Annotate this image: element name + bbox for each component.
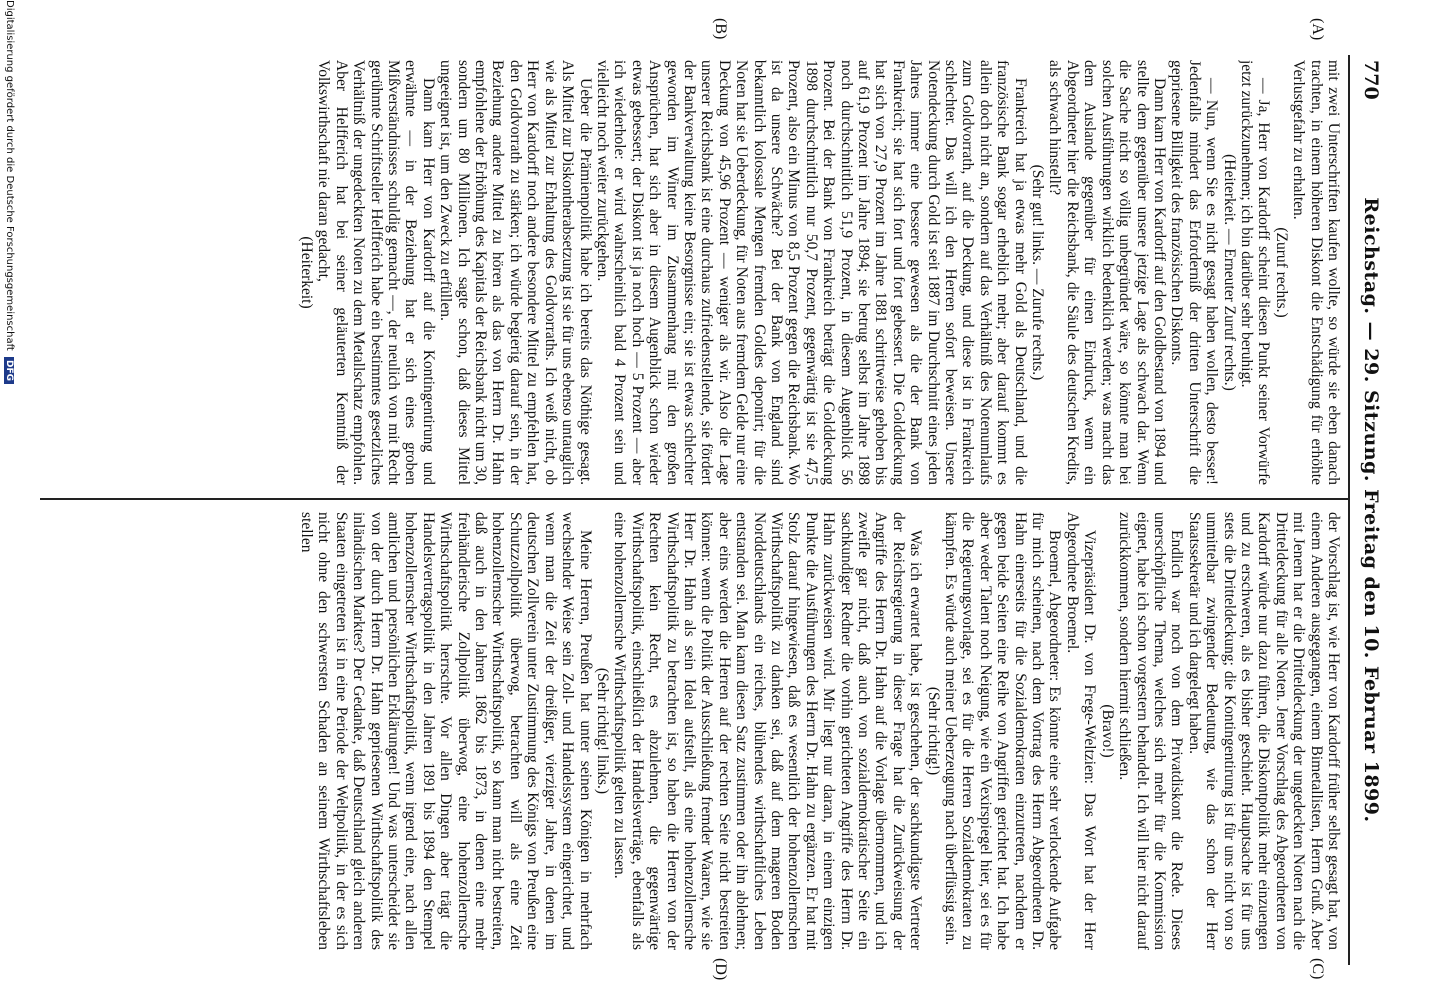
paragraph: (Sehr richtig!) (924, 686, 942, 776)
paragraph: (Zuruf rechts.) (1272, 227, 1290, 318)
paragraph: der Vorschlag ist, wie Herr von Kardorff früher selbst gesagt hat, von einem Anderen ausgegangen, einem Bimetallisten, Herrn Gruß. Aber mit Jenem hat er die Dritteldeckung der ungedeckten Noten nach die Dritteldeckung für alle Noten. Jener Vorschlag des Abgeordneten von Kardorff würde nur dazu führen, die Diskontpolitik mehr einzuengen und zu erschweren, als es bisher geschieht. Hauptsache ist für uns stets die Dritteldeckung; die Kontingentirung ist für uns nicht von so unmittelbar zwingender Bedeutung, wie das schon der Herr Staatssekretär und ich dargelegt haben. (1185, 512, 1342, 950)
paragraph: Dann kam Herr von Kardorff auf den Goldbestand von 1894 und stellte dem gegenüber unsere jetzige Lage als schwach dar. Wenn die Sache nicht so völlig unbegründet wäre, so könnte man bei solchen Ausführungen wirklich bedenklich werden; was macht das dem Auslande gegenüber für einen Eindruck, wenn ein Abgeordneter hier die Reichsbank, die Säule des deutschen Kredits, als schwach hinstellt? (1046, 60, 1168, 485)
paragraph: (Sehr gut! links. — Zurufe rechts.) (1029, 164, 1047, 381)
margin-marker-c: (C) (1309, 958, 1326, 980)
paragraph: (Bravo!) (1098, 704, 1116, 758)
left-column (40, 60, 1342, 485)
page-title: Reichstag. — 29. Sitzung. Freitag den 10. Februar 1899. (1360, 197, 1382, 823)
margin-marker-d: (D) (712, 958, 729, 981)
paragraph: (Heiterkeit. — Erneuter Zuruf rechts.) (1220, 154, 1238, 391)
paragraph: — Nun, wenn Sie es nicht gesagt haben wollen, desto besser! Jedenfalls mindert das Erforderniß der dritten Unterschrift die gepriesene Billigkeit des französischen Diskonts. (1168, 60, 1221, 485)
paragraph: Frankreich hat ja etwas mehr Gold als Deutschland, und die französische Bank sogar erheblich mehr; aber darauf kommt es allein doch nicht an, sondern auf das Verhältniß des Notenumlaufs zum Goldvorrath, auf die Deckung, und diese ist in Frankreich schlechter. Das will ich den Herren sofort beweisen. Unsere Notendeckung durch Gold ist seit 1887 im Durchschnitt eines jeden Jahres immer eine bessere gewesen als die der Bank von Frankreich; sie hat sich fort und fort gebessert. Die Golddeckung hat sich von 27,9 Prozent im Jahre 1881 schrittweise gehoben bis auf 61,9 Prozent im Jahre 1894; sie betrug selbst im Jahre 1898 noch durchschnittlich 51,9 Prozent, in diesem Augenblick 56 Prozent. Bei der Bank von Frankreich beträgt die Golddeckung 1898 durchschnittlich nur 50,7 Prozent, gegenwärtig ist sie 47,5 Prozent, also ein Minus von 8,5 Prozent gegen die Reichsbank. Wo ist da unsere Schwäche? Bei der Bank von England sind bekanntlich kolossale Mengen fremden Goldes deponirt; für die Noten hat sie Ueberdeckung, für Noten aus fremdem Gelde nur eine Deckung von 45,96 Prozent — weniger als wir. Also die Lage unserer Reichsbank ist eine durchaus zufriedenstellende, sie fördert der Bankverwaltung keine Besorgnisse ein; sie ist etwas schlechter geworden im Winter im Zusammenhang mit den großen Ansprüchen, hat sich aber in diesem Augenblick schon wieder etwas gebessert; der Diskont ist ja noch hoch — 5 Prozent — aber ich wiederhole: er wird wahrscheinlich bald 4 Prozent sein und vielleicht noch weiter zurückgehen. (593, 60, 1029, 485)
paragraph: Dann kam Herr von Kardorff auf die Kontingentirung und erwähnte — in der Beziehung hat er sich eines groben Mißverständnisses schuldig gemacht —, der neulich von mit Recht gerühmte Schriftsteller Helfferich habe ein bestimmtes gesetzliches Verhältniß der ungedeckten Noten zu dem Metallschatz empfohlen. Aber Helfferich hat bei seiner geläuterten Kenntniß der Volkswirthschaft nie daran gedacht, (315, 60, 437, 485)
paragraph: Vizepräsident Dr. von Frege-Weltzien: Das Wort hat der Herr Abgeordnete Broemel. (1063, 512, 1099, 950)
right-column (40, 512, 1342, 950)
dfg-logo: DFG (4, 357, 14, 384)
paragraph: Ueber die Prämienpolitik habe ich bereits das Nöthige gesagt. Als Mittel zur Diskontherabsetzung ist sie für uns ebenso untauglich wie als Mittel zur Erhaltung des Goldvorraths. Ich weiß nicht, ob Herr von Kardorff noch andere besondere Mittel zu empfehlen hat, den Goldvorrath zu stärken; ich würde begierig darauf sein, in der Beziehung andere Mittel zu hören als das von Herrn Dr. Hahn empfohlene der Erhöhung des Kapitals der Reichsbank nicht um 30, sondern um 80 Millionen. Ich sagte schon, daß dieses Mittel ungeeignet ist, um den Zweck zu erfüllen. (437, 60, 594, 485)
digitization-credit (4, 0, 15, 384)
paragraph: Was ich erwartet habe, ist geschehen, der sachkundigste Vertreter der Reichsregierung in dieser Frage hat die Zurückweisung der Angriffe des Herrn Dr. Hahn auf die Vorlage übernommen, und ich zweifle gar nicht, daß auch von sozialdemokratischer Seite ein sachkundiger Redner die vorhin gerichteten Angriffe des Herrn Dr. Hahn zurückweisen wird. Mir liegt nur daran, in einem einzigen Punkte die Ausführungen des Herrn Dr. Hahn zu ergänzen. Er hat mit Stolz darauf hingewiesen, daß es wesentlich der hohenzollernschen Wirthschaftspolitik zu danken sei, daß auf dem mageren Boden Norddeutschlands ein reiches, blühendes wirthschaftliches Leben entstanden sei. Man kann diesen Satz zustimmen oder ihn ablehnen; aber eins werden die Herren auf der rechten Seite nicht bestreiten können: wenn die Politik der Ausschließung fremder Waaren, wie sie Herr Dr. Hahn als sein Ideal aufstellt, als eine hohenzollernsche Wirthschaftspolitik zu betrachten ist, so haben die Herren von der Rechten kein Recht, es abzulehnen, die gegenwärtige Wirthschaftspolitik, einschließlich der Handelsverträge, ebenfalls als eine hohenzollernsche Wirthschaftspolitik gelten zu lassen. (611, 512, 925, 950)
paragraph: (Sehr richtig! links.) (593, 667, 611, 795)
page-number: 770 (1360, 60, 1382, 100)
header-rule (1348, 55, 1350, 965)
paragraph: mit zwei Unterschriften kaufen wollte, so würde sie eben danach trachten, in einem höheren Diskont die Entschädigung für erhöhte Verlustgefahr zu erhalten. (1290, 60, 1342, 485)
credit-text: Digitalisierung gefördert durch die Deutsche Forschungsgemeinschaft (4, 0, 15, 351)
margin-marker-b: (B) (712, 18, 729, 40)
paragraph: — Ja, Herr von Kardorff scheint diesen Punkt seiner Vorwürfe jetzt zurückzunehmen; ich bin darüber sehr beruhigt. (1237, 60, 1273, 485)
paragraph: Meine Herren, Preußen hat unter seinen Königen in mehrfach wechselnder Weise sein Zoll- und Handelssystem eingerichtet, und wenn man die Zeit der dreißiger, vierziger Jahre, in denen im deutschen Zollverein unter Zustimmung des Königs von Preußen eine Schutzzollpolitik überwog, betrachten will als eine Zeit hohenzollernscher Wirthschaftspolitik, so kann man nicht bestreiten, daß auch in den Jahren 1862 bis 1873, in denen eine mehr freihändlerische Zollpolitik überwog, eine hohenzollernsche Wirthschaftspolitik herrschte. Vor allen Dingen aber trägt die Handelsvertragspolitik in den Jahren 1891 bis 1894 den Stempel hohenzollernscher Wirthschaftspolitik, wenn irgend eine, nach allen amtlichen und persönlichen Erklärungen! Und was unterscheidet sie von der durch Herrn Dr. Hahn gepriesenen Wirthschaftspolitik des inländischen Marktes? Der Gedanke, daß Deutschland gleich anderen Staaten eingetreten ist in eine Periode der Weltpolitik, in der es sich nicht ohne den schwersten Schaden an seinem Wirthschaftsleben stellen (298, 512, 594, 950)
paragraph: (Heiterkeit) (298, 236, 316, 309)
page-header (1350, 60, 1390, 960)
margin-marker-a: (A) (1309, 18, 1326, 41)
paragraph: Broemel, Abgeordneter: Es könnte eine sehr verlockende Aufgabe für mich scheinen, nach dem Vortrag des Herrn Abgeordneten Dr. Hahn einerseits für die Sozialdemokraten einzutreten, nachdem er gegen beide Seiten eine Reihe von Angriffen gerichtet hat. Ich habe aber weder Talent noch Neigung, wie ein Vexirspiegel hier, sei es für die Regierungsvorlage, sei es für die Herren Sozialdemokraten zu kämpfen. Es würde auch meiner Ueberzeugung nach überflüssig sein. (942, 512, 1064, 950)
paragraph: Endlich war noch von dem Privatdiskont die Rede. Dieses unerschöpfliche Thema, welches sich mehr für die Kommission eignet, habe ich schon vorgestern behandelt. Ich will hier nicht darauf zurückkommen, sondern hiermit schließen. (1116, 512, 1186, 950)
column-divider (40, 498, 1348, 500)
